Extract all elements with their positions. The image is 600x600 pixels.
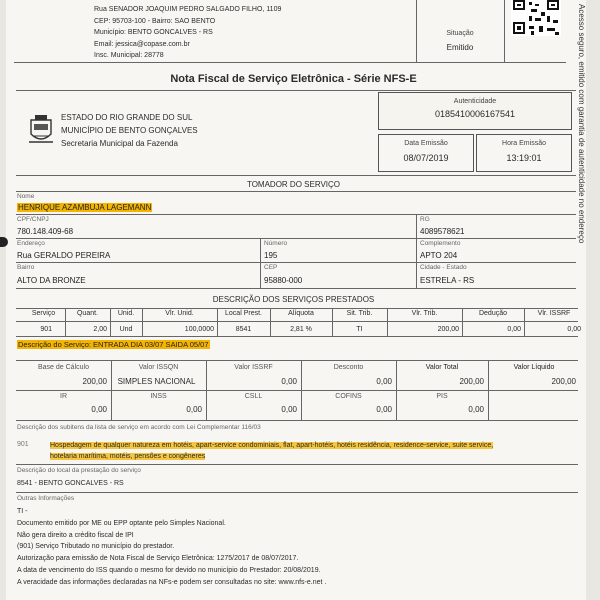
- address-label: Endereço: [17, 240, 45, 247]
- other-info-lines: [17, 506, 572, 589]
- sidebar-text: [578, 4, 592, 304]
- name-label: Nome: [17, 193, 35, 200]
- subitem-description: [50, 440, 580, 462]
- cep-label: CEP: [264, 264, 278, 271]
- totals-value: 200,00: [459, 377, 484, 386]
- tomador-section-title: TOMADOR DO SERVIÇO: [246, 180, 341, 189]
- totals-value: 200,00: [82, 377, 107, 386]
- other-info-line: A data de vencimento do ISS quando o mesmo for devido no município do Prestador: 20/08/2019.: [17, 566, 321, 574]
- services-header-cell: Dedução: [478, 310, 508, 317]
- services-row-cell: 8541: [235, 326, 252, 333]
- bairro-label: Bairro: [17, 264, 35, 271]
- other-info-line: (901) Serviço Tributado no município do prestador.: [17, 543, 175, 551]
- subitem-line-1: Hospedagem de qualquer natureza em hotéis, apart-service condominiais, flat, apart-hotéis, hotéis residência, residence-service, suite service,: [50, 442, 494, 449]
- totals-value: 0,00: [281, 377, 297, 386]
- rg-label: RG: [420, 216, 430, 223]
- qr-code[interactable]: [511, 0, 561, 36]
- services-row-cell: Und: [119, 326, 133, 333]
- provider-info: [94, 4, 281, 62]
- location-value: 8541 - BENTO GONCALVES - RS: [17, 480, 124, 487]
- customer-bairro: ALTO DA BRONZE: [17, 276, 86, 285]
- customer-complement: APTO 204: [420, 251, 458, 260]
- totals-value: 0,00: [91, 405, 107, 414]
- customer-cep: 95880-000: [264, 276, 303, 285]
- invoice-title: Nota Fiscal de Serviço Eletrônica - Série NFS-E: [170, 73, 417, 85]
- totals-label: PIS: [436, 393, 448, 400]
- services-header-cell: Vlr. ISSRF: [537, 310, 571, 317]
- totals-label: CSLL: [244, 393, 263, 400]
- issuer-state: ESTADO DO RIO GRANDE DO SUL: [61, 113, 193, 122]
- services-header-cell: Vlr. Unid.: [165, 310, 194, 317]
- subitem-code: 901: [17, 441, 29, 448]
- customer-cpf: 780.148.409-68: [17, 227, 74, 236]
- totals-value: 0,00: [281, 405, 297, 414]
- provider-email: Email: jessica@copase.com.br: [94, 40, 190, 48]
- services-row-cell: 2,00: [93, 326, 107, 333]
- provider-address: Rua SENADOR JOAQUIM PEDRO SALGADO FILHO, 1109: [94, 6, 282, 13]
- customer-name: HENRIQUE AZAMBUJA LAGEMANN: [18, 203, 152, 212]
- services-header-cell: Local Prest.: [225, 310, 262, 317]
- services-header-cell: Serviço: [31, 310, 56, 317]
- customer-rg: 4089578621: [420, 227, 465, 236]
- totals-label: Valor ISSRF: [234, 364, 273, 371]
- totals-value: SIMPLES NACIONAL: [117, 377, 196, 386]
- emission-time-box: [476, 134, 572, 172]
- services-row-cell: 2,81 %: [290, 326, 312, 333]
- situacao-label: Situação: [446, 30, 474, 37]
- sidebar-text-label: Acesso seguro, emitido com garantia de autenticidade no endereço: [577, 4, 586, 244]
- invoice-paper: [6, 0, 586, 600]
- totals-label: INSS: [150, 393, 167, 400]
- emission-date: 08/07/2019: [403, 153, 449, 163]
- customer-number: 195: [264, 251, 278, 260]
- service-description: Descrição do Serviço: ENTRADA DIA 03/07 SAIDA 05/07: [18, 340, 209, 349]
- issuer-block: [61, 111, 198, 150]
- other-info-line: Documento emitido por ME ou EPP optante pelo Simples Nacional.: [17, 519, 226, 527]
- other-info-line: TI -: [17, 508, 28, 515]
- cpf-label: CPF/CNPJ: [17, 216, 49, 223]
- totals-label: Valor Líquido: [513, 364, 555, 371]
- city-label: Cidade - Estado: [420, 264, 467, 271]
- complement-label: Complemento: [420, 240, 461, 247]
- totals-label: Desconto: [333, 364, 364, 371]
- other-info-label: Outras Informações: [17, 495, 75, 502]
- services-header-cell: Unid.: [117, 310, 135, 317]
- coat-of-arms-icon: [28, 112, 54, 146]
- emission-time: 13:19:01: [506, 153, 542, 163]
- services-header-cell: Sit. Trib.: [346, 310, 373, 317]
- emission-time-label: Hora Emissão: [502, 140, 546, 147]
- totals-value: 200,00: [551, 377, 576, 386]
- services-row-cell: 200,00: [437, 326, 459, 333]
- number-label: Número: [264, 240, 288, 247]
- customer-city: ESTRELA - RS: [420, 276, 475, 285]
- services-row-cell: 0,00: [507, 326, 521, 333]
- services-row-cell: 0,00: [567, 326, 581, 333]
- services-row-cell: 901: [40, 326, 52, 333]
- authenticity-box: [378, 92, 572, 130]
- totals-value: 0,00: [186, 405, 202, 414]
- services-header-cell: Alíquota: [288, 310, 314, 317]
- provider-municipio: Município: BENTO GONCALVES - RS: [94, 29, 213, 36]
- customer-address: Rua GERALDO PEREIRA: [17, 251, 111, 260]
- totals-label: COFINS: [335, 393, 362, 400]
- situacao-value: Emitido: [446, 43, 474, 52]
- other-info-line: Autorização para emissão de Nota Fiscal de Serviço Eletrônica: 1275/2017 de 08/07/2017.: [17, 555, 299, 563]
- totals-label: IR: [60, 393, 67, 400]
- location-label: Descrição do local da prestação do serviço: [17, 467, 141, 474]
- issuer-dept: Secretaria Municipal da Fazenda: [61, 139, 178, 148]
- services-row-cell: 100,0000: [184, 326, 214, 333]
- authenticity-label: Autenticidade: [453, 98, 497, 105]
- provider-insc: Insc. Municipal: 28778: [94, 52, 164, 59]
- services-header-cell: Quant.: [76, 310, 98, 317]
- other-info-line: A veracidade das informações declaradas na NFs-e podem ser consultadas no site: www.nfs-e.net .: [17, 578, 327, 586]
- totals-label: Base de Cálculo: [38, 364, 89, 371]
- provider-cep: CEP: 95703-100 - Bairro: SAO BENTO: [94, 17, 216, 25]
- authenticity-code[interactable]: 0185410006167541: [434, 109, 516, 119]
- totals-label: Valor ISSQN: [138, 364, 179, 371]
- totals-value: 0,00: [468, 405, 484, 414]
- emission-date-label: Data Emissão: [404, 140, 448, 147]
- services-section-title: DESCRIÇÃO DOS SERVIÇOS PRESTADOS: [212, 295, 375, 304]
- totals-value: 0,00: [376, 377, 392, 386]
- services-header-cell: Vlr. Trib.: [411, 310, 438, 317]
- other-info-line: Não gera direito a crédito fiscal de IPI: [17, 531, 134, 539]
- subitem-line-2: hotelaria marítima, motéis, pensões e congêneres: [50, 453, 206, 460]
- services-row-cell: TI: [356, 326, 363, 333]
- emission-date-box: [378, 134, 474, 172]
- totals-value: 0,00: [376, 405, 392, 414]
- subitems-label: Descrição dos subitens da lista de serviço em acordo com Lei Complementar 116/03: [17, 424, 261, 431]
- totals-label: Valor Total: [425, 364, 459, 371]
- issuer-city: MUNICÍPIO DE BENTO GONÇALVES: [61, 126, 198, 135]
